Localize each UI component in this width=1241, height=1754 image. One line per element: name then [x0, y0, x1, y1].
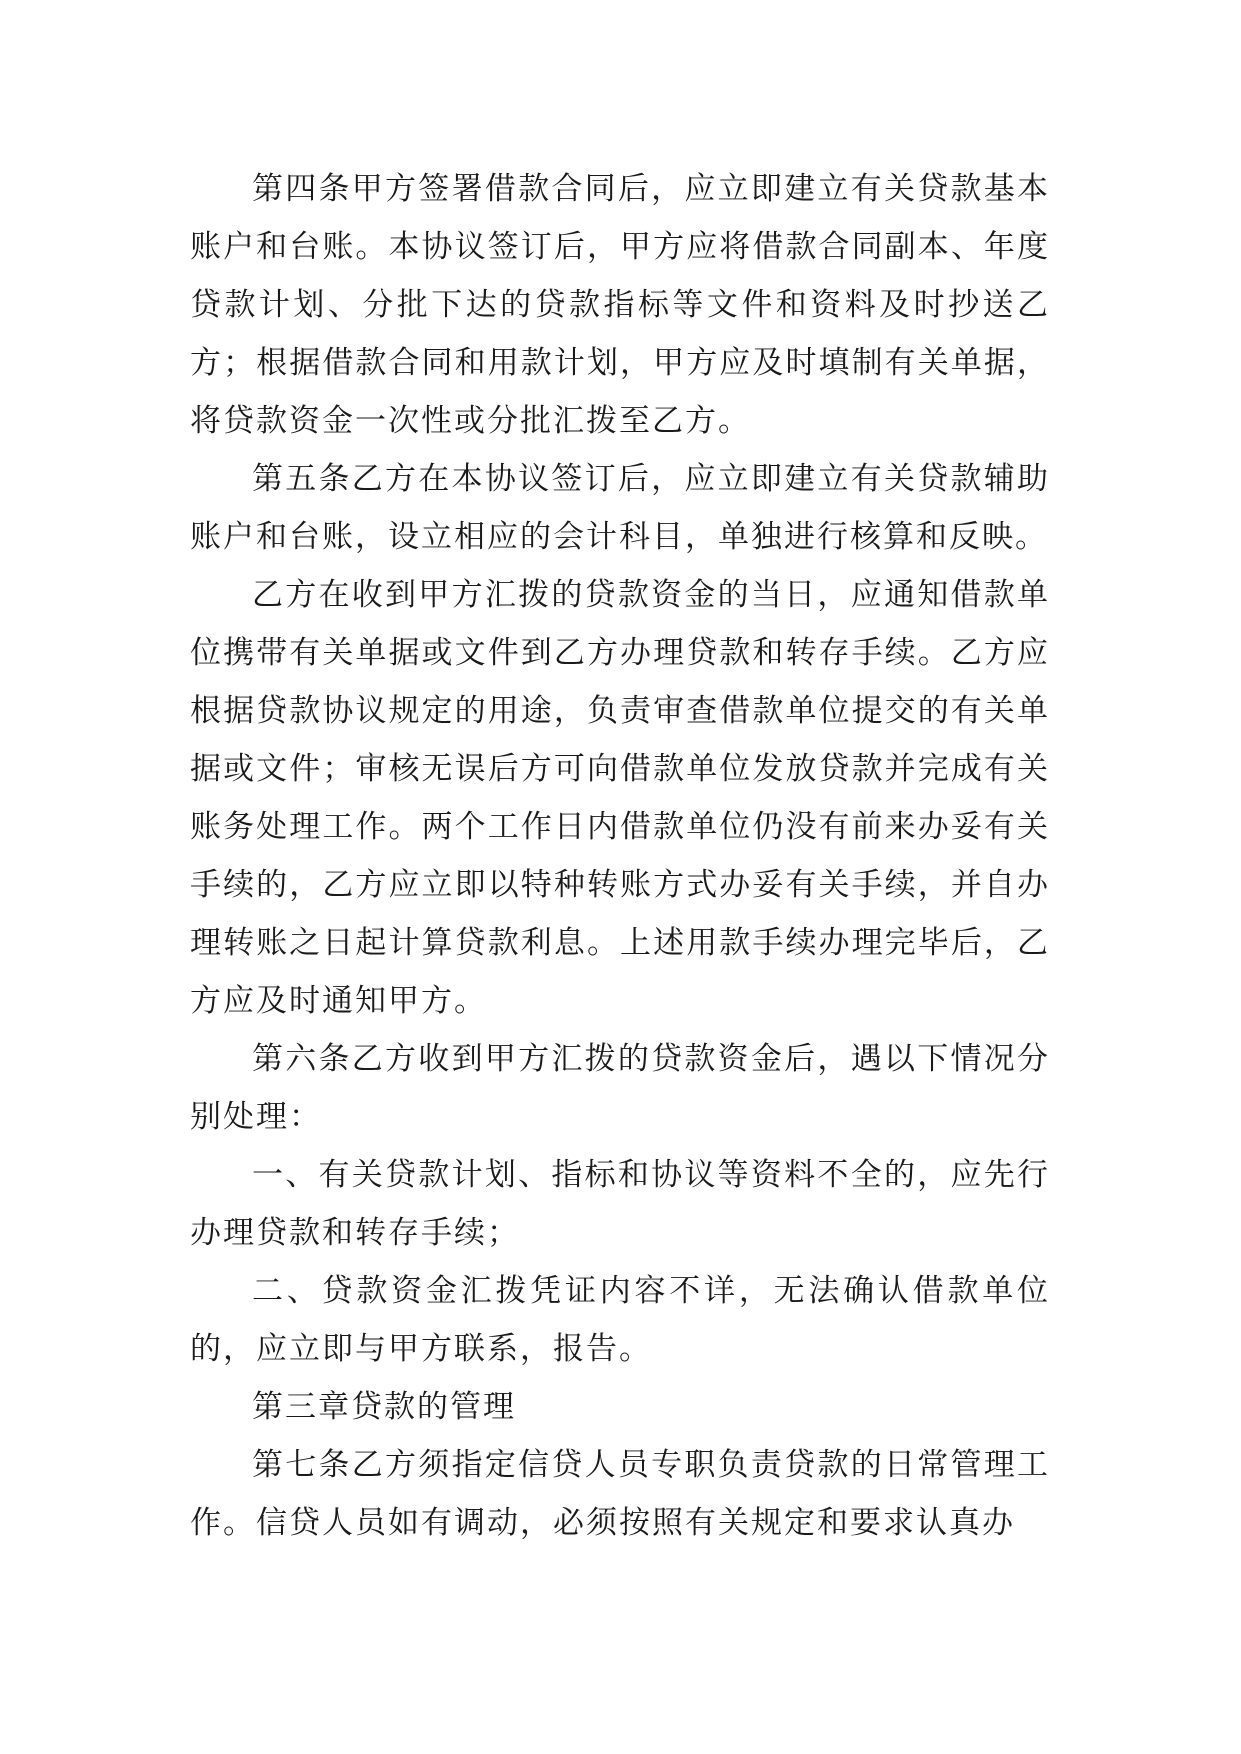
paragraph-article-6-item-1: 一、有关贷款计划、指标和协议等资料不全的，应先行办理贷款和转存手续；: [190, 1157, 1050, 1251]
paragraph-article-6-item-2: 二、贷款资金汇拨凭证内容不详，无法确认借款单位的，应立即与甲方联系，报告。: [190, 1273, 1050, 1367]
paragraph-article-7: 第七条乙方须指定信贷人员专职负责贷款的日常管理工作。信贷人员如有调动，必须按照有关规定和要求认真办: [190, 1447, 1050, 1541]
paragraph-article-5-detail: 乙方在收到甲方汇拨的贷款资金的当日，应通知借款单位携带有关单据或文件到乙方办理贷款和转存手续。乙方应根据贷款协议规定的用途，负责审查借款单位提交的有关单据或文件；审核无误后方可向借款单位发放贷款并完成有关账务处理工作。两个工作日内借款单位仍没有前来办妥有关手续的，乙方应立即以特种转账方式办妥有关手续，并自办理转账之日起计算贷款利息。上述用款手续办理完毕后，乙方应及时通知甲方。: [190, 577, 1050, 1019]
paragraph-article-4: 第四条甲方签署借款合同后，应立即建立有关贷款基本账户和台账。本协议签订后，甲方应将借款合同副本、年度贷款计划、分批下达的贷款指标等文件和资料及时抄送乙方；根据借款合同和用款计划，甲方应及时填制有关单据，将贷款资金一次性或分批汇拨至乙方。: [190, 171, 1050, 439]
document-body: [190, 160, 1050, 1552]
paragraph-article-5: 第五条乙方在本协议签订后，应立即建立有关贷款辅助账户和台账，设立相应的会计科目，单独进行核算和反映。: [190, 461, 1050, 555]
paragraph-article-6: 第六条乙方收到甲方汇拨的贷款资金后，遇以下情况分别处理：: [190, 1041, 1050, 1135]
chapter-heading: 第三章贷款的管理: [252, 1389, 516, 1425]
